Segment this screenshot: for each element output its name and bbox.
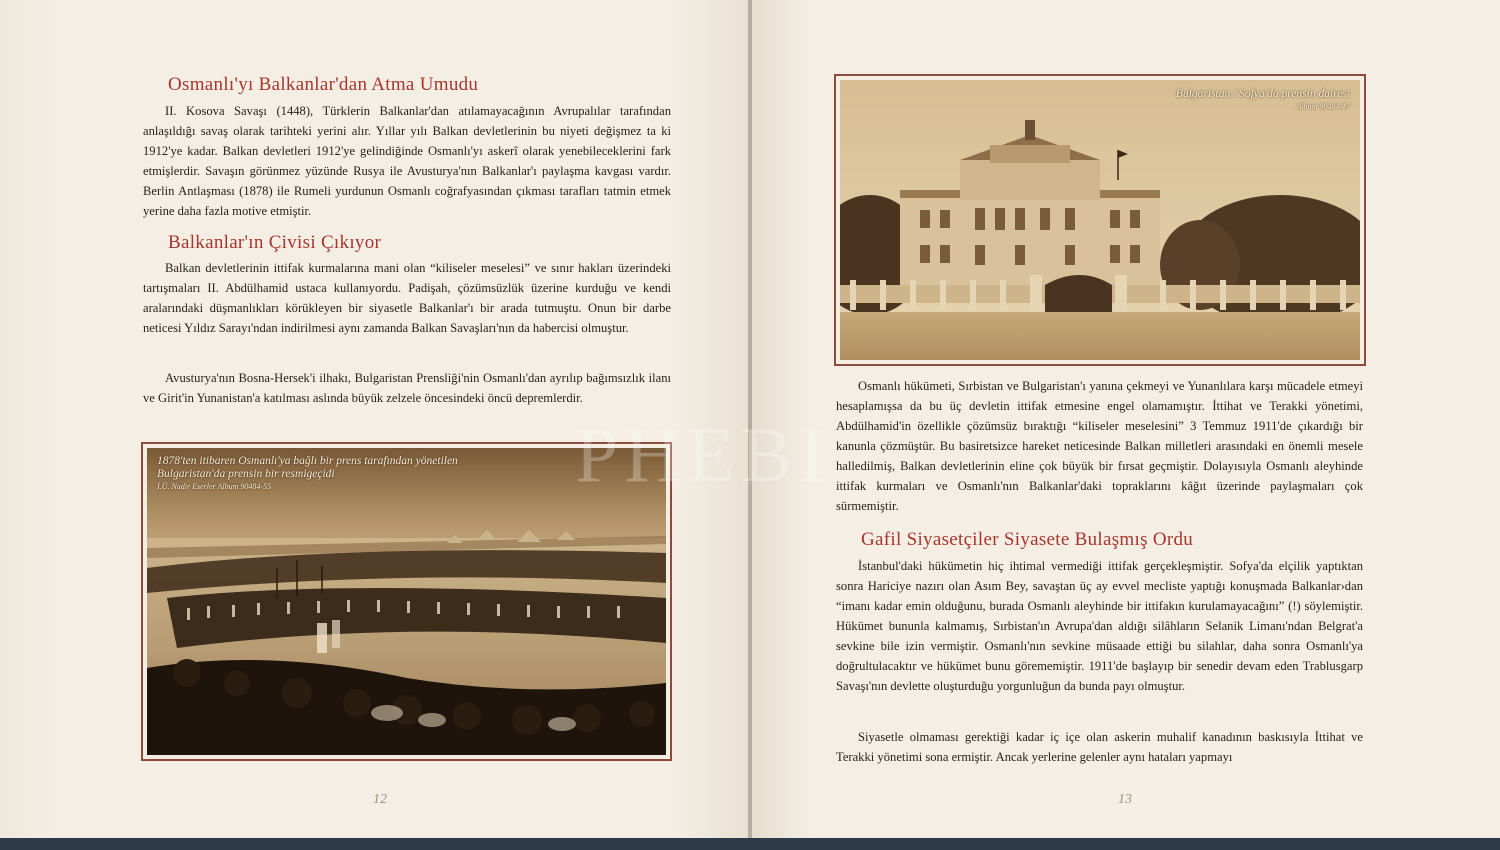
parade-caption-line-3: İ.Ü. Nadir Eserler Album 90484-55 [157, 482, 272, 491]
left-paragraph-2 [143, 258, 671, 338]
palace-caption-line-1: Bulgaristan / Sofya'da prensin dairesi [1175, 88, 1350, 100]
left-paragraph-3-text: Avusturya'nın Bosna-Hersek'i ilhakı, Bulgaristan Prensliği'nin Osmanlı'dan ayrılıp bağımsızlık ilanı ve Girit'in Yunanistan'a katılması aslında büyük zelzele öncesindeki öncü depremlerdir. [143, 371, 671, 405]
left-heading-1: Osmanlı'yı Balkanlar'dan Atma Umudu [168, 74, 479, 95]
left-paragraph-1-text: II. Kosova Savaşı (1448), Türklerin Balkanlar'dan atılamayacağının Avrupalılar tarafından anlaşıldığı savaş olarak tarihteki yerini alır. Yıllar yılı Balkan devletlerinin bu niyeti değişmez ta ki 1912'ye kadar. Balkan devletleri 1912'ye gelindiğinde Osmanlı'yı askerî olarak yenebileceklerini fark etmişlerdir. Savaşın görünmez yüzünde Rusya ile Avusturya'nın Balkanlar'ı paylaşma kavgası vardır. Berlin Antlaşması (1878) ile Rumeli yurdunun Osmanlı coğrafyasından çıkması tarafları tatmin etmek yerine daha fazla motive etmiştir. [143, 104, 671, 218]
right-paragraph-2-text: İstanbul'daki hükümetin hiç ihtimal vermediği ittifak gerçekleşmiştir. Sofya'da elçilik yaptıktan sonra Hariciye nazırı olan Asım Bey, savaştan üç ay evvel mecliste yaptığı konuşmada Balkanlar›dan “imanı kadar emin olduğunu, burada Osmanlı aleyhinde bir ittifakın kurulamayacağını” (!) söylemiştir. Hükümet bununla kalmamış, Sırbistan'ın Avrupa'dan aldığı silâhların Selanik Limanı'ndan Belgrat'a sevkine bile izin vermiştir. Osmanlı'nın sevkine müsaade ettiği bu silahlar, daha sonra Osmanlı'ya doğrultulacaktır ve hükümet bunu görememiştir. 1911'de başlayıp bir senedir devam eden Trablusgarp Savaşı'nın devlette oluşturduğu yorgunluğun da bunda payı olmuştur. [836, 559, 1363, 693]
parade-photo-caption [157, 455, 458, 492]
palace-photo-image [840, 80, 1360, 360]
left-heading-2: Balkanlar'ın Çivisi Çıkıyor [168, 232, 382, 253]
watermark-text: PHEBI [575, 411, 831, 498]
right-page-number: 13 [1118, 792, 1132, 807]
left-paragraph-1 [143, 101, 671, 221]
right-paragraph-3 [836, 727, 1363, 767]
right-paragraph-3-text: Siyasetle olmaması gerektiği kadar iç içe olan askerin muhalif kanadının baskısıyla İttihat ve Terakki yönetimi sona ermiştir. Ancak yerlerine gelenler aynı hataları yapmayı [836, 730, 1363, 764]
palace-photo [834, 74, 1366, 366]
background-strip [0, 838, 1500, 850]
parade-caption-line-2: Bulgaristan'da prensin bir resmigeçidi [157, 468, 335, 480]
right-paragraph-2 [836, 556, 1363, 696]
left-paragraph-2-text: Balkan devletlerinin ittifak kurmalarına mani olan “kiliseler meselesi” ve sınır hakları üzerindeki tartışmaları II. Abdülhamid ustaca kullanıyordu. Padişah, çözümsüzlük üzerine kurduğu ve kendi aralarındaki düşmanlıkları körükleyen bir siyasetle Balkanlar'ı bir arada tutmuştu. Onun bir darbe neticesi Yıldız Sarayı'ndan indirilmesi aynı zamanda Balkan Savaşları'nın da habercisi olmuştur. [143, 261, 671, 335]
right-heading: Gafil Siyasetçiler Siyasete Bulaşmış Ordu [861, 529, 1194, 550]
palace-photo-caption [1176, 88, 1350, 112]
left-paragraph-3 [143, 368, 671, 408]
palace-caption-line-2: Album 90484-17 [1296, 102, 1350, 111]
right-paragraph-1 [836, 376, 1363, 516]
right-paragraph-1-text: Osmanlı hükümeti, Sırbistan ve Bulgaristan'ı yanına çekmeyi ve Yunanlılara karşı mücadele etmeyi hesaplamışsa da bu üç devletin ittifak etmesine engel olamamıştır. İttihat ve Terakki yönetimi, Abdülhamid'in özellikle çözümsüz bıraktığı “kiliseler meselesini” 3 Temmuz 1911'de çıkardığı bir kanunla çözmüştür. Bu basiretsizce hareket neticesinde Balkan milletleri arasındaki en önemli mesele halledilmiş, Balkan devletlerinin eline çok büyük bir fırsat geçmiştir. Dolayısıyla Osmanlı aleyhinde ittifak kurmaları ve Osmanlı'nın Balkanlar'daki topraklarını kâğıt üzerinde paylaşmaları çok sürmemiştir. [836, 379, 1363, 513]
parade-caption-line-1: 1878'ten itibaren Osmanlı'ya bağlı bir prens tarafından yönetilen [157, 455, 458, 467]
left-page-number: 12 [373, 792, 387, 807]
